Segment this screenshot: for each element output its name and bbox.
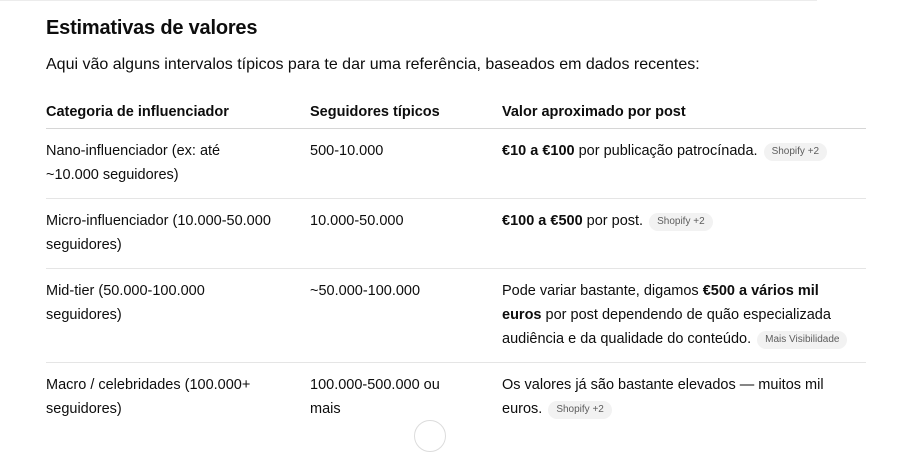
- value-text: Os valores já são bastante elevados — muitos mil: [502, 377, 824, 393]
- value-range: €500 a vários mil: [702, 283, 819, 299]
- value-text: euros.: [502, 401, 543, 417]
- category-cell: [46, 139, 296, 187]
- value-text: Pode variar bastante, digamos: [502, 283, 703, 299]
- table-row: [46, 199, 866, 269]
- source-chip[interactable]: Shopify +2: [649, 213, 713, 231]
- value-range: euros: [502, 307, 542, 323]
- source-chip[interactable]: Shopify +2: [764, 143, 828, 161]
- category-cell: [46, 279, 296, 327]
- followers-cell: [310, 373, 490, 421]
- value-text: por post dependendo de quão especializada: [541, 307, 831, 323]
- category-text: ~10.000 seguidores): [46, 167, 179, 183]
- value-line: [502, 327, 902, 351]
- value-line: [502, 303, 902, 327]
- header-value: Valor aproximado por post: [502, 104, 686, 120]
- value-cell: [502, 279, 902, 351]
- value-cell: [502, 139, 902, 163]
- table-row: [46, 363, 866, 433]
- value-line: [502, 397, 902, 421]
- category-text: Nano-influenciador (ex: até: [46, 143, 221, 159]
- followers-cell: 10.000-50.000: [310, 213, 404, 229]
- followers-text: 100.000-500.000 ou: [310, 377, 440, 393]
- value-range: €100 a €500: [502, 213, 583, 229]
- source-chip[interactable]: Shopify +2: [548, 401, 612, 419]
- top-divider: [0, 0, 817, 1]
- value-text: audiência e da qualidade do conteúdo.: [502, 331, 752, 347]
- table-row: [46, 269, 866, 363]
- value-cell: [502, 209, 902, 233]
- value-range: €10 a €100: [502, 143, 575, 159]
- header-category: Categoria de influenciador: [46, 104, 229, 120]
- category-text: seguidores): [46, 401, 122, 417]
- header-followers: Seguidores típicos: [310, 104, 440, 120]
- value-text: por post.: [582, 213, 644, 229]
- table-row: [46, 129, 866, 199]
- category-cell: [46, 373, 296, 421]
- value-cell: [502, 373, 902, 421]
- followers-cell: ~50.000-100.000: [310, 283, 421, 299]
- source-chip[interactable]: Mais Visibilidade: [757, 331, 847, 349]
- scroll-down-button[interactable]: [414, 420, 446, 452]
- value-text: por publicação patrocínada.: [574, 143, 758, 159]
- category-text: Mid-tier (50.000-100.000: [46, 283, 205, 299]
- value-line: [502, 279, 902, 303]
- intro-text: Aqui vão alguns intervalos típicos para te dar uma referência, baseados em dados recentes:: [46, 56, 700, 73]
- section-title: Estimativas de valores: [46, 17, 258, 39]
- category-text: seguidores): [46, 237, 122, 253]
- message-content: [46, 14, 846, 417]
- table-header-row: [46, 88, 866, 129]
- category-text: Micro-influenciador (10.000-50.000: [46, 213, 271, 229]
- category-cell: [46, 209, 296, 257]
- category-text: Macro / celebridades (100.000+: [46, 377, 251, 393]
- followers-text: mais: [310, 401, 341, 417]
- followers-cell: 500-10.000: [310, 143, 384, 159]
- influencer-pricing-table: [46, 88, 866, 433]
- category-text: seguidores): [46, 307, 122, 323]
